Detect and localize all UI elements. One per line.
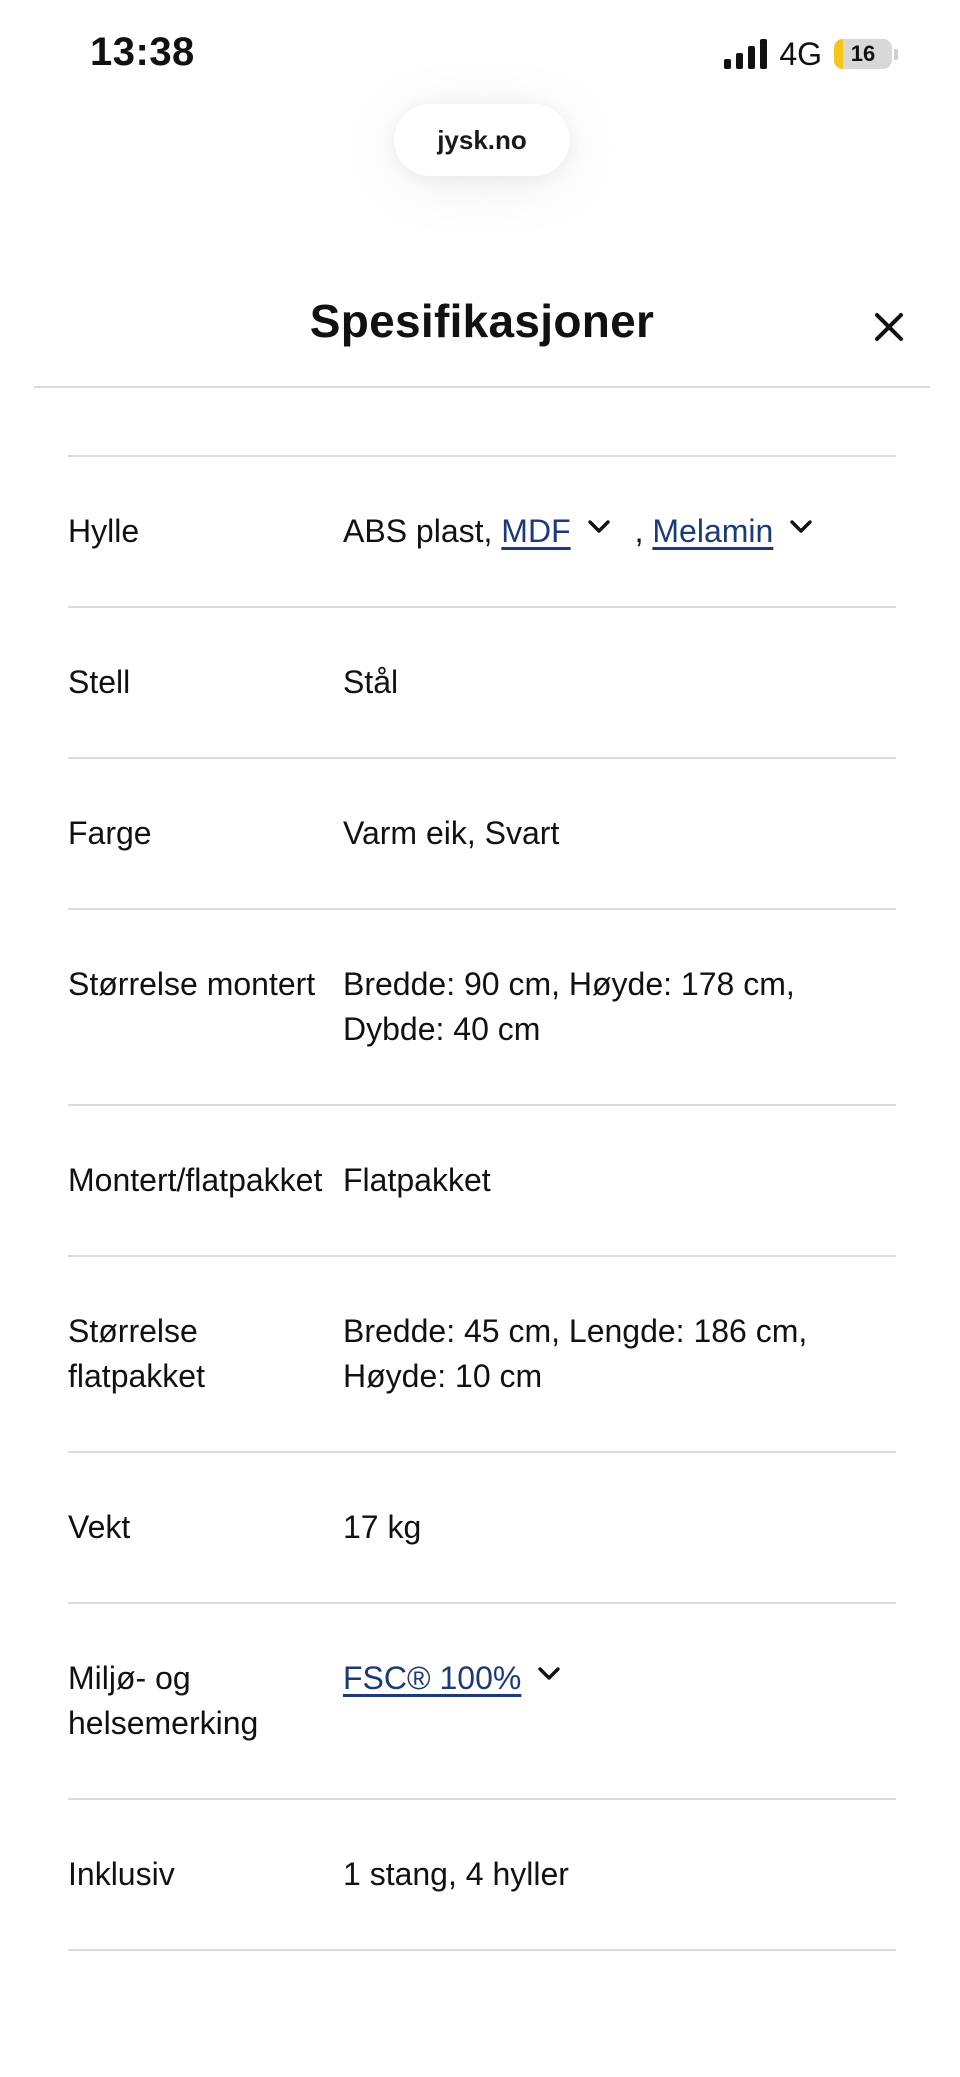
spec-value: Bredde: 90 cm, Høyde: 178 cm, Dybde: 40 cm [343, 966, 795, 1047]
spec-row-assembled-flatpacked [68, 1106, 896, 1257]
cellular-signal-icon [724, 39, 767, 69]
spec-label: Hylle [68, 513, 140, 549]
spec-label: Farge [68, 815, 152, 851]
status-time: 13:38 [90, 30, 195, 74]
fsc-link[interactable]: FSC® 100% [343, 1660, 522, 1696]
spec-row-color [68, 759, 896, 910]
battery-icon [834, 39, 892, 69]
spec-value: 1 stang, 4 hyller [343, 1856, 569, 1892]
spec-row-included [68, 1800, 896, 1951]
sheet-header [34, 270, 930, 388]
spec-row-size-assembled [68, 910, 896, 1106]
spec-table [68, 455, 896, 1951]
spec-label: Vekt [68, 1509, 131, 1545]
spec-value: Flatpakket [343, 1162, 491, 1198]
spec-label: Størrelse flatpakket [68, 1313, 205, 1394]
page-title: Spesifikasjoner [309, 295, 655, 347]
spec-row-shelf [68, 457, 896, 608]
spec-row-size-flatpacked [68, 1257, 896, 1453]
chevron-down-icon[interactable] [537, 1666, 571, 1690]
status-bar [0, 0, 960, 110]
spec-value [343, 509, 896, 554]
chevron-down-icon[interactable] [789, 519, 823, 543]
spec-label: Miljø- og helsemerking [68, 1660, 259, 1741]
spec-row-weight [68, 1453, 896, 1604]
melamin-link[interactable]: Melamin [652, 513, 774, 549]
spec-label: Størrelse montert [68, 966, 316, 1002]
separator-text: , [634, 513, 644, 549]
spec-label: Inklusiv [68, 1856, 175, 1892]
network-type: 4G [779, 35, 822, 72]
spec-row-eco-label [68, 1604, 896, 1800]
battery-percent: 16 [850, 41, 876, 66]
spec-label: Stell [68, 664, 131, 700]
mdf-link[interactable]: MDF [501, 513, 571, 549]
url-bar[interactable]: jysk.no [394, 104, 570, 176]
spec-row-frame [68, 608, 896, 759]
status-indicators [724, 34, 898, 74]
spec-label: Montert/flatpakket [68, 1162, 323, 1198]
spec-value: 17 kg [343, 1509, 422, 1545]
battery-tip [894, 49, 898, 60]
spec-value: Stål [343, 664, 399, 700]
close-icon[interactable] [872, 310, 906, 344]
spec-value-text: ABS plast, [343, 513, 493, 549]
spec-value [343, 1656, 896, 1746]
spec-value: Bredde: 45 cm, Lengde: 186 cm, Høyde: 10 cm [343, 1313, 808, 1394]
chevron-down-icon[interactable] [587, 519, 621, 543]
spec-value: Varm eik, Svart [343, 815, 560, 851]
